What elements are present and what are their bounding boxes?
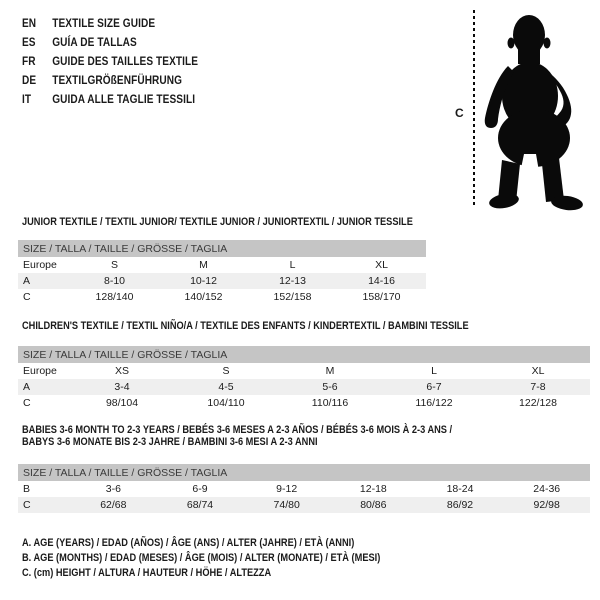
language-row bbox=[22, 70, 198, 89]
table-title-line bbox=[22, 436, 534, 448]
children-table-title bbox=[22, 320, 554, 332]
size-header-bar bbox=[18, 464, 590, 481]
size-value-cell: 110/116 bbox=[311, 397, 349, 409]
table-title-text: CHILDREN'S TEXTILE / TEXTIL NIÑO/A / TEXTILE DES ENFANTS / KINDERTEXTIL / BAMBINI TESSILE bbox=[22, 320, 469, 332]
language-code: EN bbox=[22, 15, 37, 30]
legend-text: C. (cm) HEIGHT / ALTURA / HAUTEUR / HÖHE / ALTEZZA bbox=[22, 567, 272, 579]
junior-table bbox=[18, 240, 426, 305]
size-value-cell: XL bbox=[375, 259, 388, 271]
guide-title: GUIDA ALLE TAGLIE TESSILI bbox=[52, 91, 196, 106]
language-title-list bbox=[22, 13, 232, 108]
babies-table bbox=[18, 464, 590, 513]
row-label: C bbox=[23, 397, 31, 409]
size-value-cell: 140/152 bbox=[184, 291, 223, 303]
size-value-cell: 3-6 bbox=[105, 483, 121, 495]
size-value-cell: M bbox=[325, 365, 335, 377]
language-code: DE bbox=[22, 72, 37, 87]
table-row bbox=[18, 497, 590, 513]
legend-text: B. AGE (MONTHS) / EDAD (MESES) / ÂGE (MOIS) / ALTER (MONATE) / ETÀ (MESI) bbox=[22, 552, 381, 564]
size-value-cell: L bbox=[431, 365, 437, 377]
size-header-bar bbox=[18, 240, 426, 257]
size-value-cell: 10-12 bbox=[190, 275, 217, 287]
table-title-text: JUNIOR TEXTILE / TEXTIL JUNIOR/ TEXTILE JUNIOR / JUNIORTEXTIL / JUNIOR TESSILE bbox=[22, 216, 413, 228]
size-value-cell: 4-5 bbox=[218, 381, 234, 393]
size-value-cell: 74/80 bbox=[273, 499, 300, 511]
table-row bbox=[18, 257, 426, 273]
table-title-line bbox=[22, 320, 554, 332]
size-value-cell: 12-18 bbox=[359, 483, 387, 495]
table-title-line bbox=[22, 216, 487, 228]
guide-title: GUÍA DE TALLAS bbox=[52, 34, 137, 49]
size-value-cell: 128/140 bbox=[95, 291, 134, 303]
row-label: C bbox=[23, 499, 31, 511]
table-row bbox=[18, 273, 426, 289]
size-value-cell: 116/122 bbox=[415, 397, 453, 409]
toddler-silhouette bbox=[482, 8, 600, 212]
table-row bbox=[18, 379, 590, 395]
height-measure-label: C bbox=[455, 106, 464, 120]
row-label: A bbox=[23, 381, 31, 393]
size-value-cell: 9-12 bbox=[276, 483, 298, 495]
legend-text: A. AGE (YEARS) / EDAD (AÑOS) / ÂGE (ANS) / ALTER (JAHRE) / ETÀ (ANNI) bbox=[22, 537, 355, 549]
size-value-cell: 152/158 bbox=[273, 291, 312, 303]
legend-line bbox=[22, 566, 449, 581]
row-label: Europe bbox=[23, 365, 57, 377]
guide-title: TEXTILE SIZE GUIDE bbox=[52, 15, 156, 30]
language-code: ES bbox=[22, 34, 36, 49]
size-value-cell: 122/128 bbox=[519, 397, 557, 409]
size-value-cell: 7-8 bbox=[530, 381, 546, 393]
table-title-line bbox=[22, 424, 534, 436]
table-title-text: BABYS 3-6 MONATE BIS 2-3 JAHRE / BAMBINI 3-6 MESI A 2-3 ANNI bbox=[22, 436, 318, 448]
size-header-text: SIZE / TALLA / TAILLE / GRÖSSE / TAGLIA bbox=[23, 242, 228, 255]
size-header-text: SIZE / TALLA / TAILLE / GRÖSSE / TAGLIA bbox=[23, 466, 228, 479]
language-row bbox=[22, 51, 198, 70]
size-value-cell: S bbox=[110, 259, 118, 271]
table-row bbox=[18, 481, 590, 497]
size-value-cell: 6-7 bbox=[426, 381, 442, 393]
children-table bbox=[18, 346, 590, 411]
size-value-cell: 86/92 bbox=[446, 499, 474, 511]
table-row bbox=[18, 363, 590, 379]
legend-line bbox=[22, 551, 449, 566]
babies-table-title bbox=[22, 424, 534, 448]
size-value-cell: 14-16 bbox=[368, 275, 395, 287]
size-value-cell: 104/110 bbox=[207, 397, 245, 409]
size-value-cell: 24-36 bbox=[533, 483, 561, 495]
size-value-cell: 80/86 bbox=[360, 499, 387, 511]
size-value-cell: M bbox=[199, 259, 208, 271]
size-value-cell: 68/74 bbox=[186, 499, 214, 511]
guide-title: GUIDE DES TAILLES TEXTILE bbox=[52, 53, 199, 68]
size-value-cell: 5-6 bbox=[322, 381, 338, 393]
size-value-cell: 12-13 bbox=[279, 275, 306, 287]
table-title-text: BABIES 3-6 MONTH TO 2-3 YEARS / BEBÉS 3-6 MESES A 2-3 AÑOS / BÉBÉS 3-6 MOIS À 2-3 ANS / bbox=[22, 424, 453, 436]
row-label: B bbox=[23, 483, 31, 495]
size-value-cell: 3-4 bbox=[114, 381, 130, 393]
size-value-cell: XS bbox=[114, 365, 129, 377]
table-row bbox=[18, 289, 426, 305]
size-header-text: SIZE / TALLA / TAILLE / GRÖSSE / TAGLIA bbox=[23, 348, 228, 361]
language-row bbox=[22, 89, 198, 108]
size-value-cell: 62/68 bbox=[100, 499, 127, 511]
measurement-legend bbox=[22, 536, 449, 581]
size-value-cell: L bbox=[289, 259, 296, 271]
guide-title: TEXTILGRÖßENFÜHRUNG bbox=[52, 72, 183, 87]
size-value-cell: 18-24 bbox=[446, 483, 474, 495]
language-code: IT bbox=[22, 91, 32, 106]
size-value-cell: 158/170 bbox=[362, 291, 401, 303]
junior-table-title bbox=[22, 216, 487, 228]
size-value-cell: 8-10 bbox=[103, 275, 125, 287]
row-label: A bbox=[23, 275, 31, 287]
size-value-cell: 98/104 bbox=[105, 397, 139, 409]
language-row bbox=[22, 13, 198, 32]
size-value-cell: S bbox=[222, 365, 230, 377]
table-row bbox=[18, 395, 590, 411]
size-value-cell: XL bbox=[531, 365, 545, 377]
row-label: Europe bbox=[23, 259, 57, 271]
height-measure-dashed-line bbox=[473, 10, 475, 207]
legend-line bbox=[22, 536, 449, 551]
row-label: C bbox=[23, 291, 31, 303]
language-code: FR bbox=[22, 53, 36, 68]
size-value-cell: 92/98 bbox=[533, 499, 560, 511]
size-header-bar bbox=[18, 346, 590, 363]
language-row bbox=[22, 32, 198, 51]
size-value-cell: 6-9 bbox=[192, 483, 208, 495]
